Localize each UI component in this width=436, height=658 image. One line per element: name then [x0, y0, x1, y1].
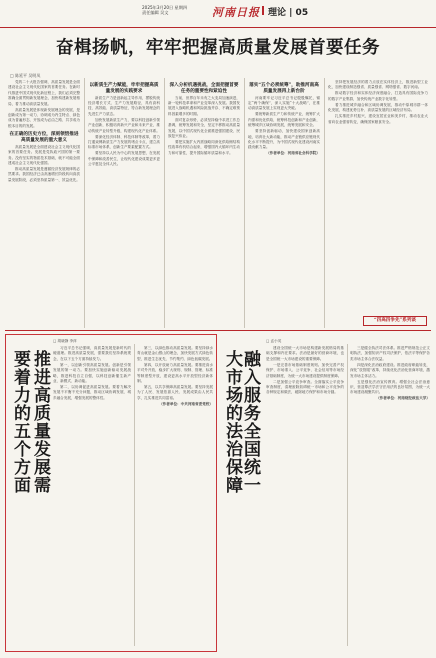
- paragraph: 五是强化法治宣传教育。增强全社会法治意识，营造尊法学法守法用法的良好氛围，为统一大市场建设凝聚共识。: [350, 379, 430, 395]
- author-note: （作者单位：河南省社会科学院）: [266, 151, 320, 156]
- column-rule: [84, 78, 85, 328]
- paragraph: 四是深化法治政府建设。推进政府职能转变，深化“放管服”改革，持续优化法治化营商环境，激发市场主体活力。: [350, 362, 430, 378]
- paragraph: 高质量发展是体现新发展理念的发展，是创新成为第一动力、协调成为内生特点、绿色成为普遍形态、开放成为必由之路、共享成为根本目的的发展。: [8, 107, 80, 128]
- paragraph: 三是健全执法司法体系。推进严格规范公正文明执法，加强知识产权司法保护，依法平等保护各类市场主体合法权益。: [350, 346, 430, 361]
- boxed-article-column-2: [137, 346, 213, 646]
- author-note: （作者单位：河南财经政法大学）: [376, 396, 430, 401]
- right-article-title-line2: 融入服务全国统一: [240, 350, 260, 494]
- article-column-2: [88, 80, 160, 328]
- masthead-date-line1: 2025年3月20日 星期四: [142, 5, 188, 10]
- paragraph: 第五，以共享保障高质量发展。要坚持发展为了人民、发展依靠人民、发展成果由人民共享，扎实推进共同富裕。: [137, 385, 213, 400]
- article-column-1: [8, 80, 80, 328]
- side-column: [328, 80, 428, 312]
- boxed-article-column-1: [53, 346, 131, 646]
- paragraph: 扎实推进乡村振兴，建设宜居宜业和美乡村，推动农业大省向农业强省转变，确保国家粮食安全。: [328, 114, 428, 124]
- article-column-4: [248, 80, 320, 328]
- boxed-article-byline: □ 胡晓静 李萍: [53, 339, 77, 343]
- newspaper-logo: 河南日报: [212, 6, 260, 19]
- boxed-article-title-line2: 推进高质量发展需: [30, 350, 50, 494]
- paragraph: 高质量发展是全面建设社会主义现代化国家的首要任务。发展是党执政兴国的第一要务。没有坚实的物质技术基础，就不可能全面建成社会主义现代化强国。: [8, 144, 80, 166]
- paragraph: 第三，以绿色推动高质量发展。要坚持绿水青山就是金山银山的理念，加快发展方式绿色转型，推进生态优先、节约集约、绿色低碳发展。: [137, 346, 213, 361]
- paragraph: 二是加强公平竞争审查。全面落实公平竞争审查制度，清理废除妨碍统一市场和公平竞争的各种规定和做法，破除地方保护和市场分割。: [266, 379, 344, 395]
- series-badge: “四高四争先”系列谈: [363, 316, 427, 326]
- right-article-column-1: [266, 346, 344, 646]
- paragraph: 要坚持创新驱动，加快建设国家创新高地，培育壮大新动能，推动产业链供应链现代化水平不断提升，为中国式现代化建设河南实践贡献力量。: [248, 129, 320, 150]
- paragraph: 第二，以协调促进高质量发展。要着力解决发展不平衡不充分问题，推动区域协调发展、城乡融合发展，增强发展的整体性。: [53, 385, 131, 400]
- subheading: 以新质生产力赋能，牢牢把握高质量发展的实践要求: [89, 83, 159, 94]
- paragraph: 当前，世界百年未有之大变局加速演进，新一轮科技革命和产业变革深入发展。我国发展进入战略机遇和风险挑战并存、不确定难预料因素增多的时期。: [168, 95, 240, 116]
- paragraph: 推动数字经济和实体经济深度融合，打造具有国际竞争力的数字产业集群，加快传统产业数字化转型。: [328, 91, 428, 101]
- paragraph: 第四，以开放助力高质量发展。要推进高水平对外开放，稳步扩大规则、规制、管理、标准等制度型开放，建设更高水平开放型经济新体制。: [137, 362, 213, 384]
- paragraph: 河南要牢记习近平总书记殷殷嘱托，锚定“两个确保”，深入实施“十大战略”，在推动高质量发展上实现更大突破。: [248, 95, 320, 111]
- author-note: （作者单位：中共河南省委党校）: [159, 401, 213, 406]
- column-rule: [347, 344, 348, 646]
- subheading: 深入分析机遇挑战，全面把握首要任务的重要性和紧迫性: [169, 83, 239, 94]
- paragraph: 建设全国统一大市场是构建新发展格局的基础支撑和内在要求。法治是最好的营商环境，也是全国统一大市场建设的重要保障。: [266, 346, 344, 361]
- subheading: 落实“五个必须统筹”，助推河南高质量发展再上新台阶: [249, 83, 319, 94]
- section-rule: [5, 330, 431, 331]
- masthead-date: [142, 5, 212, 15]
- masthead: [0, 0, 436, 28]
- paragraph: 要把实施扩大内需战略同深化供给侧结构性改革有机结合起来，增强国内大循环内生动力和可靠性，提升国际循环质量和水平。: [168, 140, 240, 155]
- paragraph: 推动高质量发展是遵循经济发展规律的必然要求。我国经济已由高速增长阶段转向高质量发展阶段，必须坚持质量第一、效益优先。: [8, 167, 80, 182]
- boxed-article-title-line1: 要着力的五个方面: [10, 350, 30, 494]
- paragraph: 着力推进城乡融合和区域协调发展，推动中原城市群一体化发展，构建优势互补、高质量发展的区域经济布局。: [328, 102, 428, 113]
- masthead-date-line2: 责任编辑 吴文: [142, 10, 169, 15]
- paragraph: 面对复杂形势，必须坚持稳中求进工作总基调，统筹发展和安全，坚定不移推动高质量发展，以中国式现代化全面推进强国建设、民族复兴伟业。: [168, 117, 240, 139]
- right-article-column-2: [350, 346, 430, 646]
- column-rule: [164, 78, 165, 328]
- column-rule: [244, 78, 245, 328]
- paragraph: 第一，以创新引领高质量发展。创新是引领发展的第一动力。要加快实施创新驱动发展战略，推进科技自立自强，以科技创新催生新产业、新模式、新动能。: [53, 362, 131, 384]
- paragraph: 习近平总书记强调，高质量发展是新时代的硬道理。推进高质量发展，需要我们坚持系统观念，在以下五个方面持续发力。: [53, 346, 131, 361]
- section-label: 理论 | 05: [268, 8, 309, 18]
- article-column-3: [168, 80, 240, 328]
- section-divider: [262, 6, 264, 15]
- paragraph: 新质生产力是创新起主导作用，摆脱传统经济增长方式、生产力发展路径，具有高科技、高效能、高质量特征，符合新发展理念的先进生产力质态。: [88, 95, 160, 116]
- paragraph: 要深化经济体制、科技体制等改革，着力打通束缚新质生产力发展的堵点卡点，建立高标准市场体系，创新生产要素配置方式。: [88, 134, 160, 150]
- right-article-title-line1: 大市场的法治保障: [222, 350, 242, 494]
- column-rule: [324, 78, 325, 328]
- paragraph: 要坚持以人民为中心的发展思想，在发展中保障和改善民生，让现代化建设成果更多更公平惠及全体人民。: [88, 151, 160, 167]
- paragraph: 党的二十大报告强调，高质量发展是全面建设社会主义现代化国家的首要任务。在新时代推进中国式现代化新征程上，我们必须完整准确全面贯彻新发展理念，加快构建新发展格局，着力推动高质量发展。: [8, 80, 80, 106]
- subheading: 在正确的历史方位，深刻领悟推进高质量发展的重大意义: [9, 132, 79, 144]
- main-headline: 奋楫扬帆，牢牢把握高质量发展首要任务: [56, 38, 380, 58]
- paragraph: 一是完善市场基础制度规则。加快完善产权保护、市场准入、公平竞争、社会信用等市场经济基础制度，为统一大市场建设提供制度保障。: [266, 362, 344, 378]
- right-article-byline: □ 孟小英: [266, 339, 282, 343]
- paragraph: 要统筹新质生产力和传统产业，统筹扩大内需和优化供给，统筹科技创新和产业创新，统筹城乡区域协调发展，统筹发展和安全。: [248, 112, 320, 128]
- top-article-byline: □ 陈延平 吴明凤: [10, 73, 41, 78]
- paragraph: 坚持把发展经济的着力点放在实体经济上，推进新型工业化，加快建设制造强省、质量强省、网络强省、数字河南。: [328, 80, 428, 90]
- column-rule: [134, 344, 135, 646]
- paragraph: 加快发展新质生产力，要以科技创新引领产业创新，积极培育新兴产业和未来产业，推动传统产业转型升级，构建现代化产业体系。: [88, 117, 160, 133]
